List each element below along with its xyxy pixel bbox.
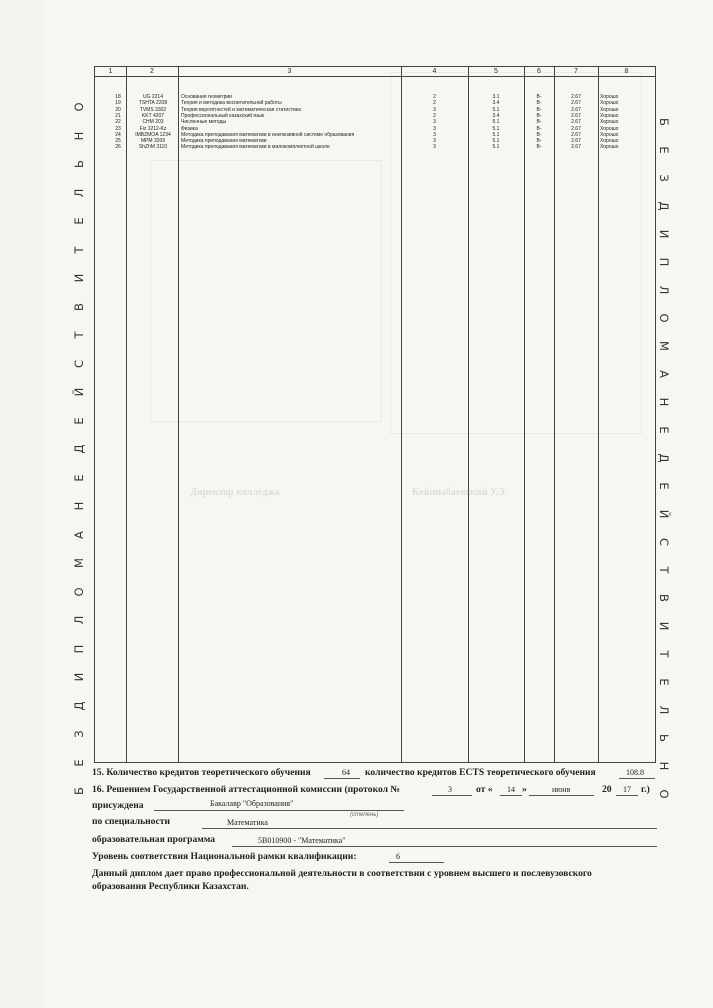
cell-code: KKT 4207	[141, 112, 165, 119]
cell-points: 5.1	[492, 144, 500, 151]
table-row	[95, 126, 655, 132]
cell-grade: Хорошо	[600, 144, 619, 151]
watermark-letter: Н	[72, 131, 86, 140]
table-header-7: 7	[574, 68, 578, 75]
cell-credits: 3	[433, 131, 436, 138]
cell-name: Теория вероятностей и математическая статистика	[181, 106, 301, 113]
footer-line-15	[92, 767, 662, 779]
watermark-letter: Е	[657, 482, 671, 490]
watermark-letter: Л	[657, 285, 671, 295]
watermark-letter: Е	[657, 426, 671, 434]
watermark-letter: О	[72, 586, 86, 597]
watermark-letter: П	[72, 644, 86, 653]
line15-ects: 108.8	[626, 768, 644, 777]
cell-num: 20	[115, 106, 121, 113]
cell-gpa: 2.67	[571, 131, 581, 138]
cell-code: IMBZMOA 1234	[135, 131, 171, 138]
cell-gpa: 2.67	[571, 138, 581, 145]
grades-table	[94, 66, 656, 763]
watermark-letter: И	[72, 273, 86, 283]
watermark-letter: М	[657, 341, 671, 351]
cell-gpa: 2.67	[571, 125, 581, 132]
cell-points: 3.4	[492, 112, 500, 119]
cell-num: 23	[115, 125, 121, 132]
cell-points: 5.1	[492, 138, 500, 145]
line16-end: г.)	[641, 784, 650, 795]
watermark-letter: Ь	[72, 160, 86, 168]
line16-month: июня	[552, 785, 571, 794]
watermark-letter: Е	[72, 473, 86, 482]
watermark-letter: Д	[72, 701, 86, 710]
watermark-letter: О	[657, 789, 671, 799]
line15-label-b: количество кредитов ECTS теоретического обучения	[365, 767, 596, 778]
line15-label-a: 15. Количество кредитов теоретического обучения	[92, 767, 311, 778]
footer-level	[92, 851, 662, 863]
cell-grade: Хорошо	[600, 100, 619, 107]
watermark-letter: Н	[657, 761, 671, 771]
cell-name: Теория и методика воспитательной работы	[181, 100, 282, 107]
watermark-letter: И	[657, 621, 671, 631]
cell-num: 21	[115, 112, 121, 119]
watermark-letter: И	[72, 672, 86, 682]
cell-num: 18	[115, 94, 121, 100]
cell-credits: 3	[433, 106, 436, 113]
watermark-letter: Л	[657, 705, 671, 715]
program-label: образовательная программа	[92, 834, 216, 845]
cell-num: 26	[115, 144, 121, 151]
footer-program	[92, 834, 662, 846]
cell-name: Численные методы	[181, 119, 227, 126]
watermark-letter: П	[657, 257, 671, 267]
cell-points: 5.1	[492, 106, 500, 113]
level-label: Уровень соответствия Национальной рамки квалификации:	[92, 851, 357, 862]
table-row	[95, 144, 655, 150]
degree-caption: (степень)	[350, 812, 379, 818]
watermark-letter: Е	[72, 217, 86, 225]
cell-credits: 2	[433, 100, 436, 107]
line16-label-a: 16. Решением Государственной аттестационной комиссии (протокол №	[92, 784, 401, 795]
cell-letter: B-	[536, 131, 542, 138]
cell-name: Методика преподавания математики в малокомплектной школе	[181, 144, 330, 151]
cell-grade: Хорошо	[600, 131, 619, 138]
cell-points: 5.1	[492, 125, 500, 132]
table-row	[95, 119, 655, 125]
footer-rights-1: Данный диплом дает право профессиональной деятельности в соответствии с уровнем высшего и послевузовского	[92, 868, 592, 879]
cell-letter: B-	[536, 106, 542, 113]
watermark-letter: Б	[72, 787, 86, 795]
line16-year-prefix: 20	[602, 784, 612, 795]
table-header-5: 5	[494, 68, 498, 75]
cell-name: Физика	[181, 125, 198, 132]
watermark-letter: В	[72, 302, 86, 311]
cell-num: 19	[115, 100, 121, 107]
watermark-letter: О	[72, 102, 86, 112]
table-row	[95, 132, 655, 138]
cell-name: Методика преподавания математики	[181, 138, 267, 145]
cell-credits: 3	[433, 144, 436, 151]
table-row	[95, 107, 655, 113]
cell-grade: Хорошо	[600, 119, 619, 126]
table-header-4: 4	[432, 68, 437, 75]
watermark-letter: С	[72, 359, 86, 368]
watermark-letter: Д	[657, 453, 671, 463]
cell-letter: B-	[536, 144, 542, 151]
cell-gpa: 2.67	[571, 112, 581, 119]
cell-points: 5.1	[492, 119, 500, 126]
cell-letter: B-	[536, 125, 542, 132]
watermark-letter: Н	[657, 397, 671, 407]
watermark-letter: Д	[72, 444, 86, 454]
watermark-letter: Е	[72, 758, 86, 767]
cell-credits: 3	[433, 125, 436, 132]
cell-gpa: 2.67	[571, 94, 581, 100]
watermark-letter: З	[72, 730, 86, 738]
cell-grade: Хорошо	[600, 106, 619, 113]
cell-code: TSHTA 2208	[138, 100, 168, 107]
watermark-letter: З	[657, 174, 671, 182]
table-row	[95, 100, 655, 106]
cell-points: 5.1	[492, 131, 500, 138]
cell-letter: B-	[536, 112, 542, 119]
cell-credits: 3	[433, 119, 436, 126]
cell-gpa: 2.67	[571, 106, 581, 113]
specialty-label: по специальности	[92, 816, 170, 827]
program-value: 5В010900 - "Математика"	[258, 836, 346, 845]
watermark-letter: Т	[72, 245, 86, 254]
watermark-letter: Л	[72, 615, 86, 625]
cell-grade: Хорошо	[600, 94, 619, 100]
cell-points: 3.1	[492, 94, 500, 100]
table-header-8: 8	[624, 68, 629, 75]
watermark-letter: О	[657, 313, 671, 323]
watermark-letter: Б	[657, 118, 671, 126]
cell-gpa: 2.67	[571, 144, 581, 151]
cell-grade: Хорошо	[600, 138, 619, 145]
cell-name: Профессиональный казахский язык	[181, 112, 265, 119]
table-header-1: 1	[108, 68, 113, 75]
watermark-letter: Л	[72, 188, 86, 197]
table-header-2: 2	[150, 68, 154, 75]
footer-awarded	[92, 800, 662, 812]
line16-protocol: 3	[448, 785, 452, 794]
ghost-signature-right: Койшыбаевский У.Э.	[412, 487, 508, 498]
cell-name: Методика преподавания математики в инклюзивной системе образования	[181, 131, 355, 138]
cell-credits: 2	[433, 112, 436, 119]
cell-grade: Хорошо	[600, 112, 619, 119]
level-value: 6	[396, 852, 400, 861]
cell-letter: B-	[536, 94, 542, 100]
cell-code: Fiz 1212-Kz	[139, 125, 167, 132]
cell-letter: B-	[536, 100, 542, 107]
cell-num: 25	[115, 138, 121, 145]
footer-rights-2: образования Республики Казахстан.	[92, 881, 249, 892]
cell-credits: 3	[433, 138, 436, 145]
watermark-letter: Й	[657, 509, 671, 519]
line15-credits: 64	[342, 768, 350, 777]
cell-name: Основания геометрии	[181, 94, 232, 100]
table-row	[95, 138, 655, 144]
line16-year: 17	[623, 785, 631, 794]
cell-credits: 2	[433, 94, 436, 100]
ghost-signature-left: Директор колледжа	[190, 487, 280, 498]
footer-line-16	[92, 784, 662, 796]
watermark-letter: Е	[72, 416, 86, 425]
cell-gpa: 2.67	[571, 119, 581, 126]
watermark-letter: Т	[657, 650, 671, 658]
watermark-letter: И	[657, 229, 671, 239]
line16-quote: »	[522, 784, 527, 795]
cell-gpa: 2.67	[571, 100, 581, 107]
watermark-letter: Н	[72, 501, 86, 511]
cell-letter: B-	[536, 119, 542, 126]
watermark-letter: Й	[72, 387, 86, 397]
watermark-letter: Т	[657, 566, 671, 574]
table-header-3: 3	[287, 68, 292, 75]
watermark-letter: Е	[657, 678, 671, 686]
cell-letter: B-	[536, 138, 542, 145]
awarded-label: присуждена	[92, 800, 144, 811]
table-row	[95, 94, 655, 100]
cell-code: TVMS 3302	[139, 106, 167, 113]
cell-code: UG 2214	[142, 94, 163, 100]
cell-grade: Хорошо	[600, 125, 619, 132]
watermark-letter: Е	[657, 146, 671, 154]
watermark-letter: А	[657, 370, 671, 378]
awarded-value: Бакалавр "Образования"	[210, 799, 294, 808]
watermark-letter: М	[72, 558, 86, 568]
watermark-letter: Д	[657, 201, 671, 211]
cell-num: 22	[115, 119, 121, 126]
footer-specialty	[92, 816, 662, 828]
line16-day: 14	[507, 785, 515, 794]
cell-points: 3.4	[492, 100, 500, 107]
cell-num: 24	[115, 131, 121, 138]
line16-from: от «	[476, 784, 493, 795]
specialty-value: Математика	[227, 818, 268, 827]
watermark-letter: Т	[72, 331, 86, 339]
cell-code: ShZhM 3110	[138, 144, 168, 151]
watermark-letter: С	[657, 537, 671, 547]
table-header-6: 6	[537, 68, 541, 75]
table-row	[95, 113, 655, 119]
watermark-left	[72, 0, 86, 1008]
cell-code: CHM 203	[142, 119, 164, 126]
watermark-letter: А	[72, 530, 86, 539]
watermark-letter: Ь	[657, 734, 671, 742]
watermark-letter: В	[657, 594, 671, 602]
cell-code: MPM 3209	[140, 138, 166, 145]
